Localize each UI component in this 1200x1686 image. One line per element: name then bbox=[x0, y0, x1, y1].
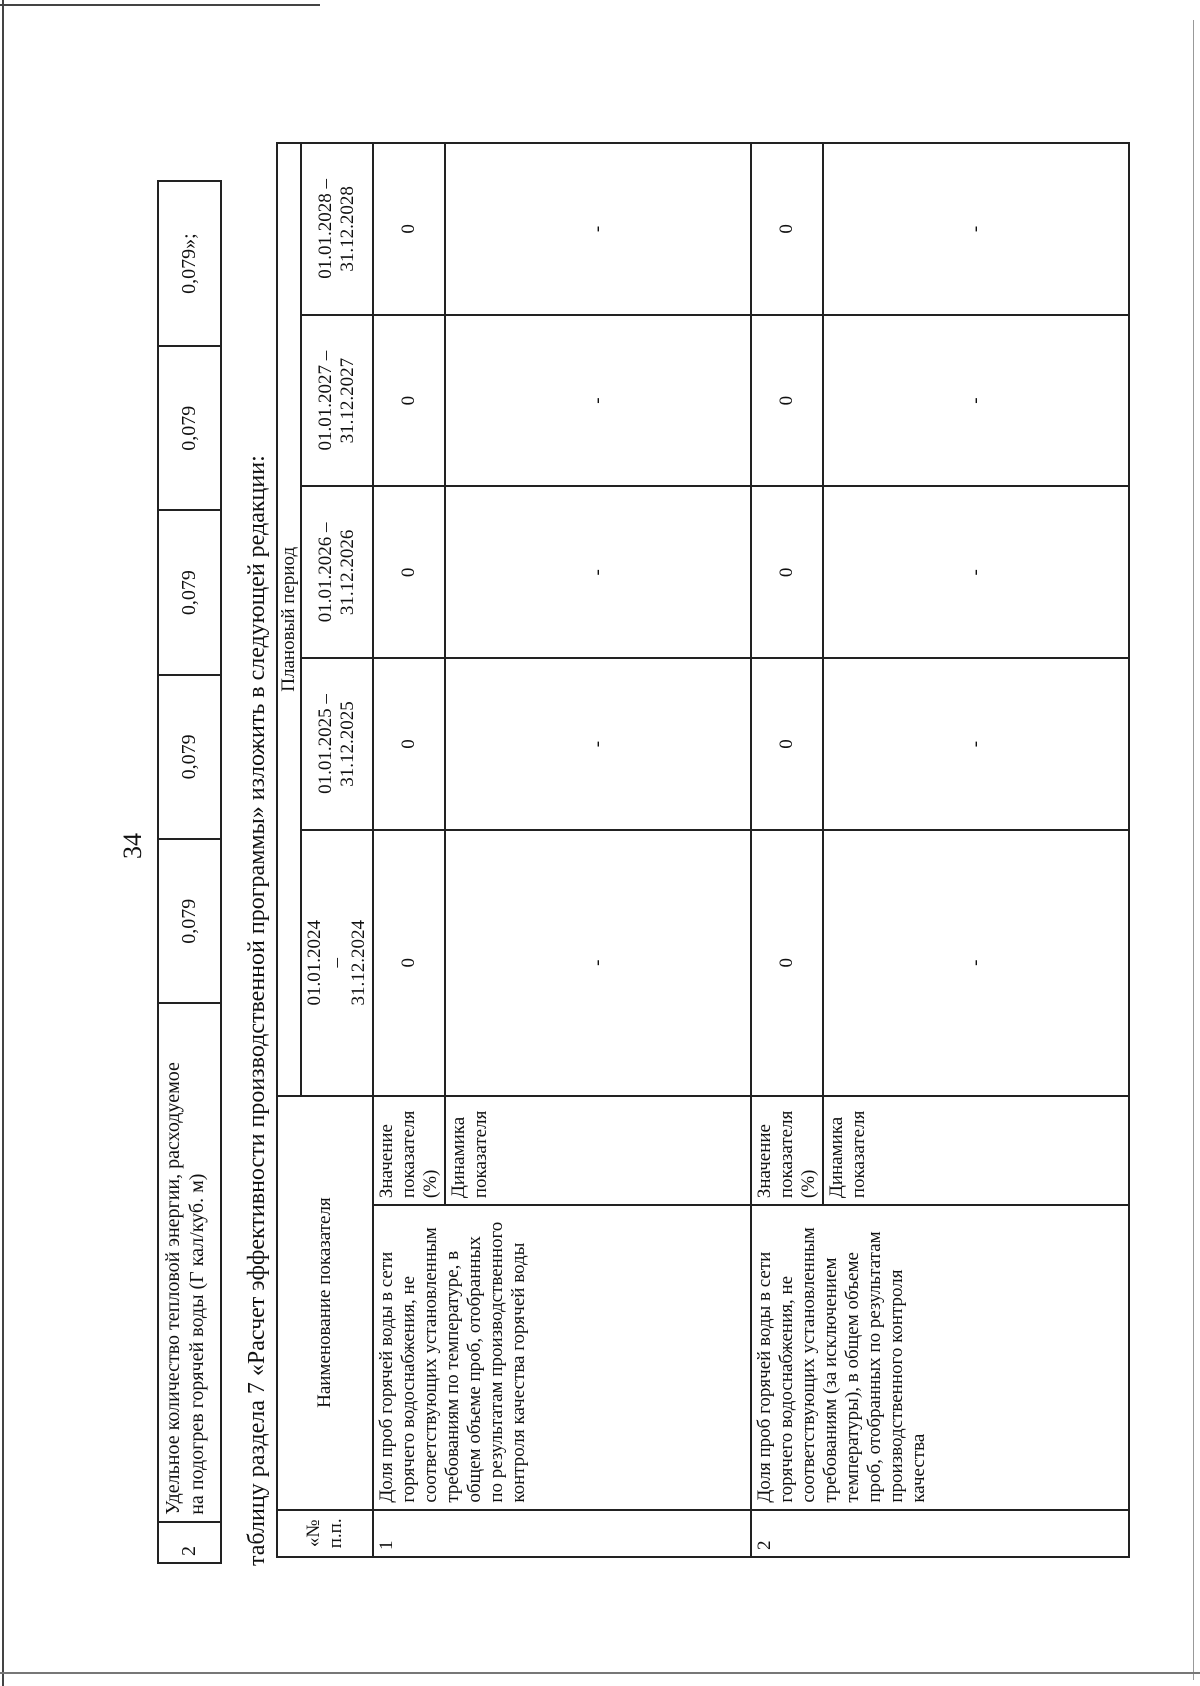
value-cell: 0 bbox=[373, 658, 445, 830]
value-cell: 0 bbox=[751, 486, 823, 658]
header-row bbox=[277, 143, 301, 1557]
value-cell: 0,079 bbox=[158, 346, 221, 510]
value-cell: 0 bbox=[751, 143, 823, 315]
period-header bbox=[301, 315, 373, 487]
value-cell: 0 bbox=[373, 830, 445, 1096]
row-number: 2 bbox=[158, 1522, 221, 1563]
period-header bbox=[301, 143, 373, 315]
sub-value-label: Значение показателя (%) bbox=[751, 1096, 823, 1206]
value-cell: 0,079»; bbox=[158, 181, 221, 346]
sub-dynamic-label: Динамика показателя bbox=[445, 1096, 751, 1206]
dynamic-cell: - bbox=[445, 315, 751, 487]
sub-dynamic-label: Динамика показателя bbox=[823, 1096, 1129, 1206]
value-cell: 0 bbox=[751, 830, 823, 1096]
planned-period-header: Плановый период bbox=[277, 143, 301, 1096]
dynamic-cell: - bbox=[823, 658, 1129, 830]
period-start: 01.01.2028 – bbox=[315, 179, 336, 279]
period-start: 01.01.2024 bbox=[304, 919, 325, 1006]
period-header bbox=[301, 830, 373, 1096]
dynamic-cell: - bbox=[823, 143, 1129, 315]
value-cell: 0 bbox=[373, 486, 445, 658]
dynamic-cell: - bbox=[823, 486, 1129, 658]
period-start: 01.01.2027 – bbox=[315, 350, 336, 451]
period-start: 01.01.2026 – bbox=[315, 522, 336, 623]
col-number-header: «№ п.п. bbox=[277, 1510, 373, 1557]
period-separator: – bbox=[326, 957, 347, 968]
page-number: 34 bbox=[118, 833, 147, 859]
intro-paragraph: таблицу раздела 7 «Расчет эффективности производственной программы» изложить в следующей редакции: bbox=[244, 455, 270, 1566]
period-end: 31.12.2026 bbox=[337, 529, 358, 616]
value-cell: 0 bbox=[751, 658, 823, 830]
value-cell: 0 bbox=[751, 315, 823, 487]
value-cell: 0,079 bbox=[158, 510, 221, 674]
row-number: 1 bbox=[373, 1510, 751, 1557]
value-cell: 0,079 bbox=[158, 839, 221, 1003]
period-header bbox=[301, 486, 373, 658]
period-start: 01.01.2025 – bbox=[315, 694, 336, 794]
dynamic-cell: - bbox=[445, 830, 751, 1096]
period-end: 31.12.2027 bbox=[337, 357, 358, 444]
value-cell: 0 bbox=[373, 143, 445, 315]
dynamic-cell: - bbox=[445, 143, 751, 315]
value-cell: 0 bbox=[373, 315, 445, 487]
top-summary-table bbox=[157, 180, 222, 1564]
period-end: 31.12.2024 bbox=[348, 919, 369, 1006]
col-name-header: Наименование показателя bbox=[277, 1096, 373, 1510]
period-header bbox=[301, 658, 373, 830]
dynamic-cell: - bbox=[823, 830, 1129, 1096]
sub-value-label: Значение показателя (%) bbox=[373, 1096, 445, 1206]
indicator-name: Доля проб горячей воды в сети горячего водоснабжения, не соответствующих установленным требованиям (за исключением температуры), в общем объеме проб, отобранных по результатам производственного контроля качества bbox=[751, 1205, 1129, 1510]
indicator-name-line1: Удельное количество тепловой энергии, расходуемое bbox=[162, 1062, 184, 1515]
indicator-name: Доля проб горячей воды в сети горячего водоснабжения, не соответствующих установленным требованиям по температуре, в общем объеме проб, отобранных по результатам производственного контроля качества горячей воды bbox=[373, 1205, 751, 1510]
table-row bbox=[751, 143, 823, 1557]
dynamic-cell: - bbox=[823, 315, 1129, 487]
indicator-name-line2: на подогрев горячей воды (Г кал/куб. м) bbox=[186, 1173, 208, 1515]
dynamic-cell: - bbox=[445, 486, 751, 658]
table-row bbox=[158, 181, 221, 1563]
period-end: 31.12.2025 bbox=[337, 701, 358, 787]
dynamic-cell: - bbox=[445, 658, 751, 830]
period-end: 31.12.2028 bbox=[337, 186, 358, 272]
row-number: 2 bbox=[751, 1510, 1129, 1557]
value-cell: 0,079 bbox=[158, 675, 221, 839]
efficiency-table bbox=[276, 142, 1130, 1558]
table-row bbox=[373, 143, 445, 1557]
indicator-name bbox=[158, 1003, 221, 1521]
